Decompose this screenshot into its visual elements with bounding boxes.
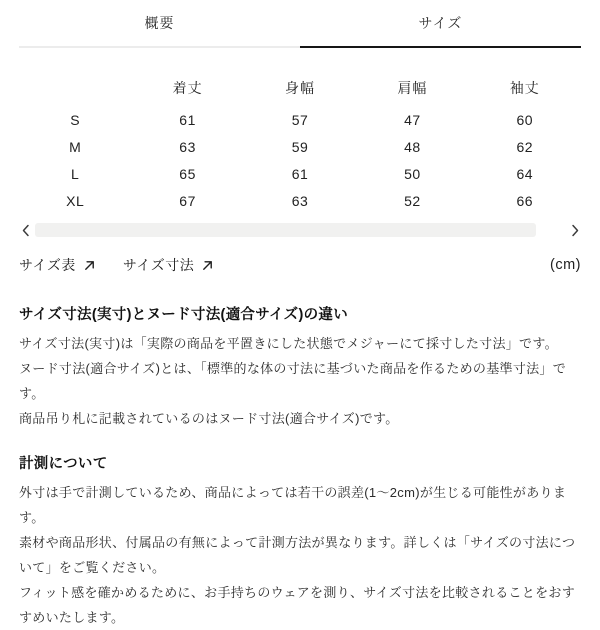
table-cell: 64 <box>516 166 534 182</box>
size-label: L <box>71 166 80 182</box>
table-cell: 48 <box>404 139 421 155</box>
section-paragraph: 商品吊り札に記載されているのはヌード寸法(適合サイズ)です。 <box>19 411 399 426</box>
tab-size[interactable]: サイズ <box>300 13 581 48</box>
table-row <box>19 161 581 188</box>
section-heading: 計測について <box>19 456 108 472</box>
section-paragraph: ヌード寸法(適合サイズ)とは、「標準的な体の寸法に基づいた商品を作るための基準寸法」です。 <box>19 361 567 401</box>
column-header-body-length: 着丈 <box>172 80 203 96</box>
section-paragraph: サイズ寸法(実寸)は「実際の商品を平置きにした状態でメジャーにて採寸した寸法」です。 <box>19 336 558 351</box>
horizontal-scrollbar[interactable] <box>19 222 581 238</box>
table-cell: 52 <box>404 193 421 209</box>
table-cell: 57 <box>291 112 309 128</box>
table-cell: 62 <box>516 139 534 155</box>
size-table <box>19 63 581 215</box>
size-label: S <box>70 112 81 128</box>
table-cell: 50 <box>404 166 421 182</box>
size-label: XL <box>66 193 85 209</box>
table-cell: 47 <box>404 112 421 128</box>
links-row <box>19 255 581 275</box>
section-paragraph: 外寸は手で計測しているため、商品によっては若干の誤差(1〜2cm)が生じる可能性があります。 <box>19 485 567 525</box>
table-cell: 66 <box>516 193 534 209</box>
section-heading: サイズ寸法(実寸)とヌード寸法(適合サイズ)の違い <box>19 307 348 323</box>
table-cell: 60 <box>516 112 534 128</box>
arrow-outward-icon <box>83 259 96 272</box>
table-row <box>19 188 581 215</box>
size-measurement-link-label: サイズ寸法 <box>122 257 195 273</box>
section-size-difference <box>19 303 581 431</box>
table-cell: 63 <box>291 193 309 209</box>
column-header-body-width: 身幅 <box>284 80 315 96</box>
table-cell: 59 <box>291 139 309 155</box>
size-column-spacer <box>19 63 131 107</box>
size-measurement-link[interactable] <box>123 255 214 275</box>
size-chart-link-label: サイズ表 <box>19 257 76 273</box>
table-row <box>19 107 581 134</box>
unit-label: (cm) <box>550 257 581 273</box>
table-cell: 61 <box>291 166 309 182</box>
table-cell: 63 <box>179 139 196 155</box>
column-header-shoulder-width: 肩幅 <box>397 80 428 96</box>
chevron-right-icon[interactable] <box>569 222 581 238</box>
section-measurement-note <box>19 452 581 630</box>
scrollbar-track[interactable] <box>35 223 565 237</box>
size-chart-link[interactable] <box>19 255 96 275</box>
chevron-left-icon[interactable] <box>19 222 31 238</box>
arrow-outward-icon <box>201 259 214 272</box>
table-cell: 65 <box>179 166 196 182</box>
table-header-row <box>19 63 581 107</box>
tab-overview[interactable]: 概要 <box>19 13 300 48</box>
size-label: M <box>69 139 82 155</box>
scrollbar-thumb[interactable] <box>35 223 536 237</box>
table-row <box>19 134 581 161</box>
tab-bar <box>19 0 581 48</box>
table-cell: 61 <box>179 112 196 128</box>
section-paragraph: 素材や商品形状、付属品の有無によって計測方法が異なります。詳しくは「サイズの寸法について」をご覧ください。 <box>19 535 576 575</box>
column-header-sleeve-length: 袖丈 <box>509 80 540 96</box>
table-cell: 67 <box>179 193 196 209</box>
section-paragraph: フィット感を確かめるために、お手持ちのウェアを測り、サイズ寸法を比較されることをおすすめいたします。 <box>19 585 576 625</box>
